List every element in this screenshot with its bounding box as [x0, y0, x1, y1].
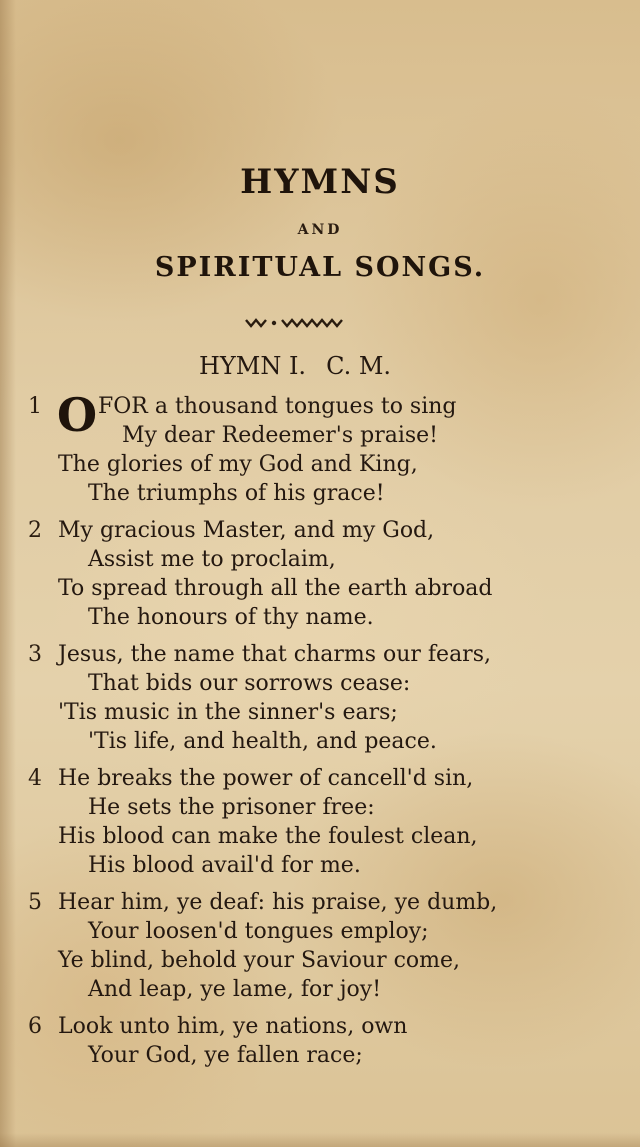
verse-line: FOR a thousand tongues to sing [98, 394, 457, 419]
ornament-rule-icon [244, 312, 348, 332]
page-title: HYMNS [240, 162, 400, 202]
verse-line: Ye blind, behold your Saviour come, [58, 948, 461, 973]
verse-number: 5 [28, 890, 42, 915]
verse-line: The honours of thy name. [88, 605, 374, 630]
verse-number: 3 [28, 642, 42, 667]
verse-line: The glories of my God and King, [58, 452, 418, 477]
verse-line: He sets the prisoner free: [88, 795, 375, 820]
verse-line: Jesus, the name that charms our fears, [58, 642, 491, 667]
verse-line: Assist me to proclaim, [88, 547, 336, 572]
hymn-meter: C. M. [326, 352, 392, 380]
verse-line: My dear Redeemer's praise! [122, 423, 439, 448]
verse-number: 4 [28, 766, 42, 791]
verse-line: The triumphs of his grace! [88, 481, 385, 506]
drop-cap-letter: O [57, 388, 98, 442]
verse-number: 2 [28, 518, 42, 543]
verse-line: And leap, ye lame, for joy! [88, 977, 382, 1002]
hymn-heading [0, 352, 590, 380]
verse-number: 1 [28, 394, 42, 419]
verse-line: He breaks the power of cancell'd sin, [58, 766, 474, 791]
title-conjunction: AND [297, 222, 343, 238]
verse-line: 'Tis life, and health, and peace. [88, 729, 437, 754]
verse-line: 'Tis music in the sinner's ears; [58, 700, 398, 725]
verse-line: Your God, ye fallen race; [88, 1043, 363, 1068]
verse-number: 6 [28, 1014, 42, 1039]
verse-line: Look unto him, ye nations, own [58, 1014, 408, 1039]
hymn-number: HYMN I. [198, 352, 307, 380]
verse-line: To spread through all the earth abroad [58, 576, 493, 601]
verse-line: His blood avail'd for me. [88, 853, 361, 878]
page-subtitle: SPIRITUAL SONGS. [154, 252, 486, 283]
verse-line: His blood can make the foulest clean, [58, 824, 478, 849]
verse-line: Hear him, ye deaf: his praise, ye dumb, [58, 890, 498, 915]
verse-line: Your loosen'd tongues employ; [88, 919, 429, 944]
verse-line: That bids our sorrows cease: [88, 671, 411, 696]
page-bottom-shadow [0, 1133, 640, 1147]
verse-line: My gracious Master, and my God, [58, 518, 435, 543]
